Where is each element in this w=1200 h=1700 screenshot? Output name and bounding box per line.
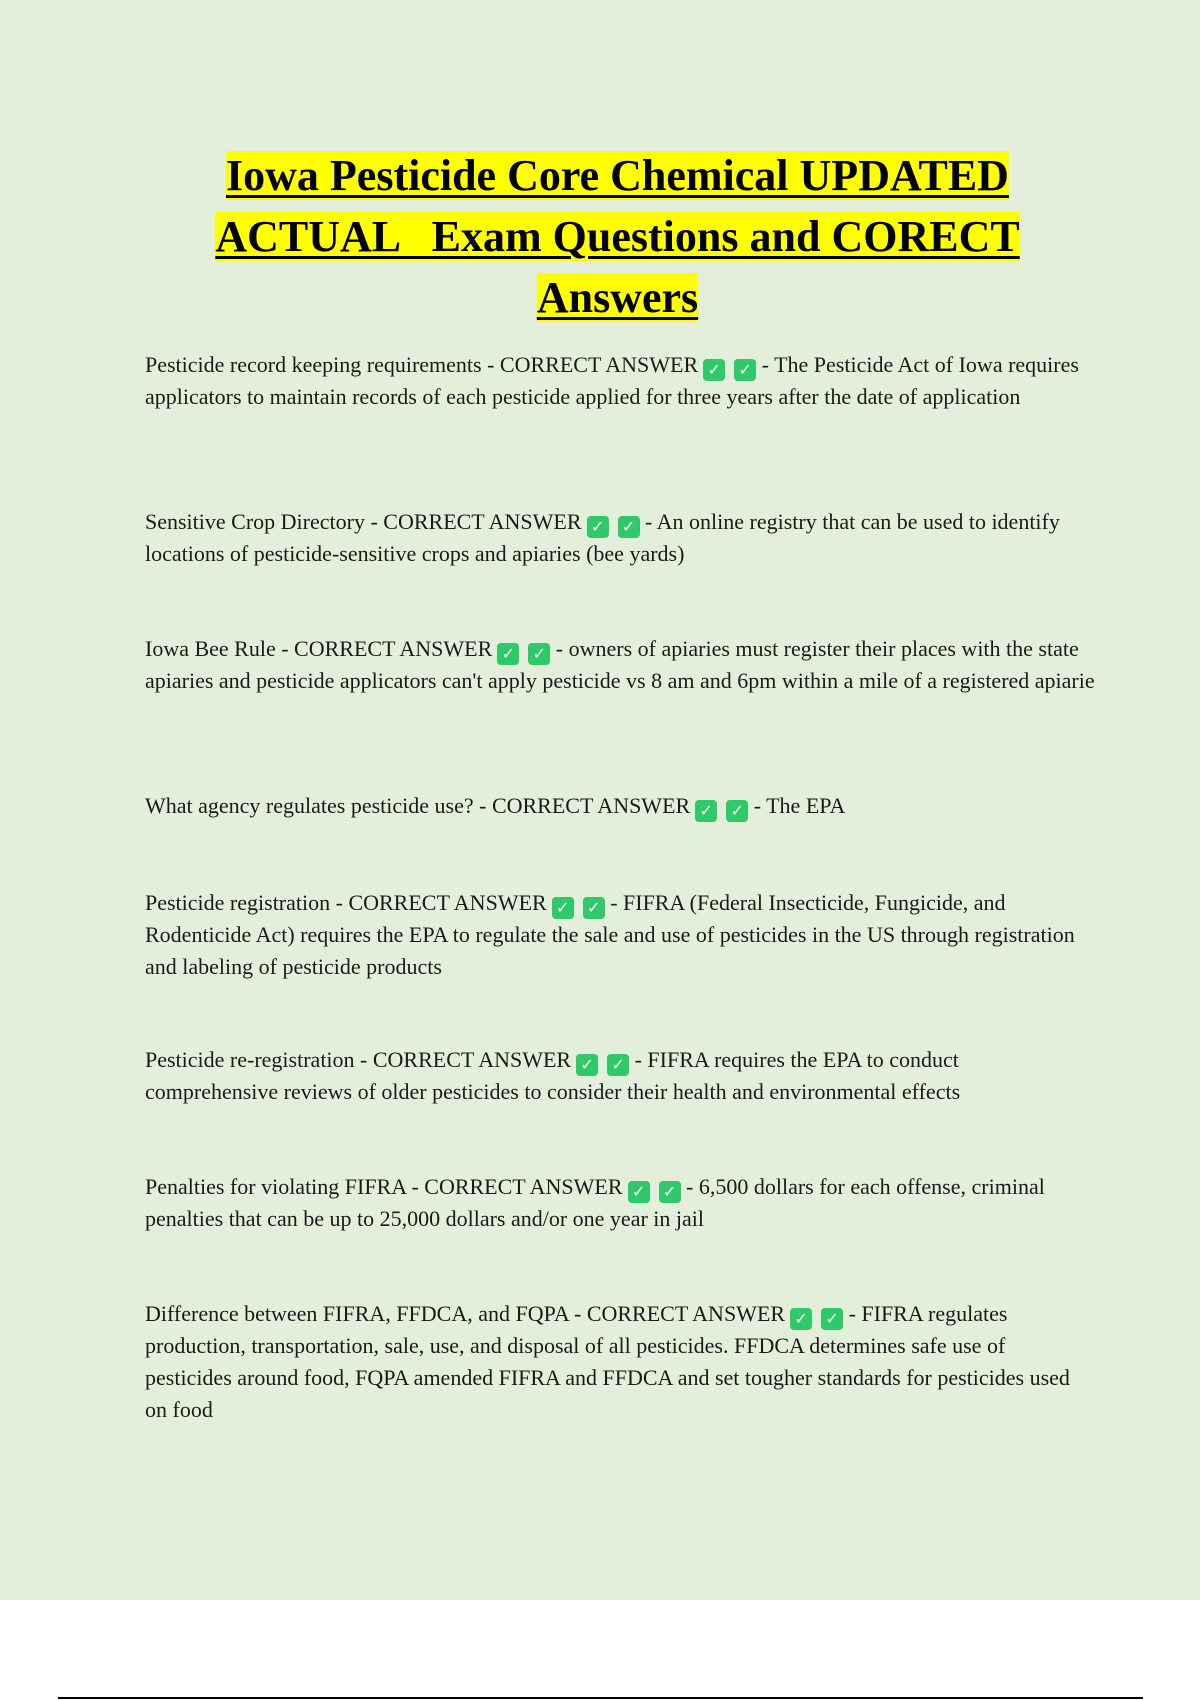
check-box-icon: ✓ <box>528 643 550 665</box>
answer-text: - FIFRA (Federal Insecticide, Fungicide, and Rodenticide Act) requires the EPA to regulate the sale and use of pesticides in the US through registration and labeling of pesticide products <box>145 890 1075 979</box>
title-line-3: Answers <box>536 273 699 322</box>
answer-text: - FIFRA regulates production, transportation, sale, use, and disposal of all pesticides. FFDCA determines safe use of pesticides around food, FQPA amended FIFRA and FFDCA and set tougher standards for pesticides used on food <box>145 1301 1070 1422</box>
check-box-icon: ✓ <box>695 800 717 822</box>
qa-entry-fifra-ffdca-fqpa <box>145 1298 1095 1426</box>
check-box-icon: ✓ <box>497 643 519 665</box>
check-box-icon: ✓ <box>607 1054 629 1076</box>
check-box-icon: ✓ <box>587 516 609 538</box>
title-line-1: Iowa Pesticide Core Chemical UPDATED <box>226 151 1009 200</box>
qa-entry-fifra-penalties <box>145 1171 1095 1235</box>
check-box-icon: ✓ <box>734 359 756 381</box>
qa-entry-pesticide-registration <box>145 887 1095 983</box>
qa-entry-sensitive-crop-directory <box>145 506 1095 570</box>
question-text: Sensitive Crop Directory - CORRECT ANSWER <box>145 509 582 534</box>
answer-text: - An online registry that can be used to identify locations of pesticide-sensitive crops and apiaries (bee yards) <box>145 509 1060 566</box>
question-text: Iowa Bee Rule - CORRECT ANSWER <box>145 636 493 661</box>
question-text: Pesticide record keeping requirements - CORRECT ANSWER <box>145 352 699 377</box>
check-box-icon: ✓ <box>552 897 574 919</box>
title-line-2: ACTUAL Exam Questions and CORECT <box>215 212 1020 261</box>
check-box-icon: ✓ <box>628 1181 650 1203</box>
check-box-icon: ✓ <box>821 1308 843 1330</box>
question-text: What agency regulates pesticide use? - CORRECT ANSWER <box>145 793 691 818</box>
answer-text: - 6,500 dollars for each offense, criminal penalties that can be up to 25,000 dollars and/or one year in jail <box>145 1174 1045 1231</box>
qa-entry-record-keeping <box>145 349 1095 413</box>
qa-entry-regulating-agency <box>145 790 1095 822</box>
check-box-icon: ✓ <box>790 1308 812 1330</box>
question-text: Pesticide re-registration - CORRECT ANSWER <box>145 1047 572 1072</box>
footer-divider <box>58 1697 1143 1699</box>
answer-text: - FIFRA requires the EPA to conduct comprehensive reviews of older pesticides to consider their health and environmental effects <box>145 1047 961 1104</box>
check-box-icon: ✓ <box>576 1054 598 1076</box>
check-box-icon: ✓ <box>618 516 640 538</box>
question-text: Penalties for violating FIFRA - CORRECT ANSWER <box>145 1174 623 1199</box>
question-text: Pesticide registration - CORRECT ANSWER <box>145 890 547 915</box>
check-box-icon: ✓ <box>659 1181 681 1203</box>
answer-text: - owners of apiaries must register their places with the state apiaries and pesticide applicators can't apply pesticide vs 8 am and 6pm within a mile of a registered apiarie <box>145 636 1095 693</box>
check-box-icon: ✓ <box>703 359 725 381</box>
answer-text: - The EPA <box>753 793 846 818</box>
check-box-icon: ✓ <box>726 800 748 822</box>
answer-text: - The Pesticide Act of Iowa requires applicators to maintain records of each pesticide applied for three years after the date of application <box>145 352 1079 409</box>
document-title <box>150 145 1085 328</box>
question-text: Difference between FIFRA, FFDCA, and FQPA - CORRECT ANSWER <box>145 1301 786 1326</box>
check-box-icon: ✓ <box>583 897 605 919</box>
qa-entry-iowa-bee-rule <box>145 633 1095 697</box>
qa-entry-pesticide-re-registration <box>145 1044 1095 1108</box>
